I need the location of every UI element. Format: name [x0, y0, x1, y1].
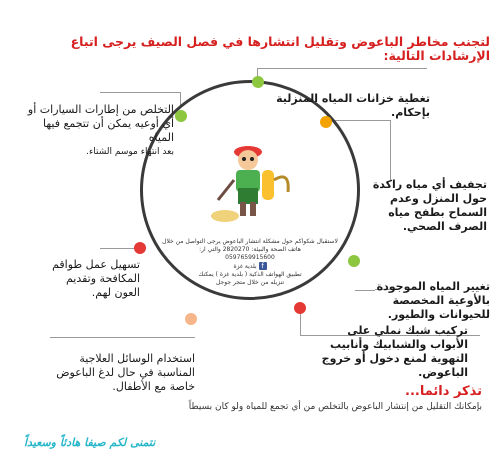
facebook-icon: f [259, 262, 267, 270]
footer-wish: نتمنى لكم صيفا هادئاً وسعيداً [24, 436, 156, 449]
dot-right [348, 255, 360, 267]
dot-top [252, 76, 264, 88]
connector-bl [50, 337, 195, 338]
remember-text: بإمكانك التقليل من إنتشار الباعوض بالتخلص من أي تجمع للمياه ولو كان بسيطاً [188, 402, 482, 412]
connector-top-h [257, 68, 427, 69]
tip-dispose-tires-sub: بعد انتهاء موسم الشتاء. [86, 147, 174, 157]
center-line-1: لاستقبال شكواكم حول مشكلة انتشار الباعوض يرجى التواصل من خلال [162, 238, 338, 245]
tip-install-nets: تركيب شبك نملي على الأبواب والشبابيك وأنابيب التهوية لمنع دخول أو خروج الباعوض. [321, 324, 468, 379]
remember-title: تذكر دائما... [405, 384, 482, 399]
tip-cover-tanks: تغطية خزانات المياه المنزلية بإحكام. [276, 92, 430, 119]
exterminator-illustration [200, 130, 300, 230]
tip-support-teams: تسهيل عمل طواقم المكافحة وتقديم العون لهم. [52, 258, 140, 299]
tip-change-water: تغيير المياه الموجودة بالأوعية المخصصة للحيوانات والطيور. [376, 280, 490, 321]
center-line-5: تطبيق الهواتف الذكية ( بلدية غزة ) يمكنك [198, 271, 302, 278]
tip-dry-water: تجفيف أي مياه راكدة حول المنزل وعدم السماح بطفح مياه الصرف الصحي. [372, 178, 487, 233]
center-line-3: 0597659915600 [225, 254, 275, 261]
center-line-6: تنزيله من خلال متجر جوجل [216, 279, 284, 286]
center-contact-info [160, 238, 340, 287]
dot-left [134, 242, 146, 254]
dot-top-left [175, 110, 187, 122]
dot-bottom-left [185, 313, 197, 325]
tip-treatment: استخدام الوسائل العلاجية المناسبة في حال لدغ الباعوض خاصة مع الأطفال. [56, 352, 195, 393]
page-title: لتجنب مخاطر الباعوض وتقليل انتشارها في فصل الصيف يرجى اتباع الإرشادات التالية: [70, 34, 490, 63]
center-line-4: f بلدية غزة [160, 262, 340, 271]
tip-dispose-tires [24, 103, 174, 159]
center-line-2: هاتف الصحة والبيئة: 2820270 والتي ار: [199, 246, 301, 253]
tip-dispose-tires-main: التخلص من إطارات السيارات أو أي أوعيه يمكن أن تتجمع فيها المياه [27, 103, 174, 144]
dot-bottom-right [294, 302, 306, 314]
